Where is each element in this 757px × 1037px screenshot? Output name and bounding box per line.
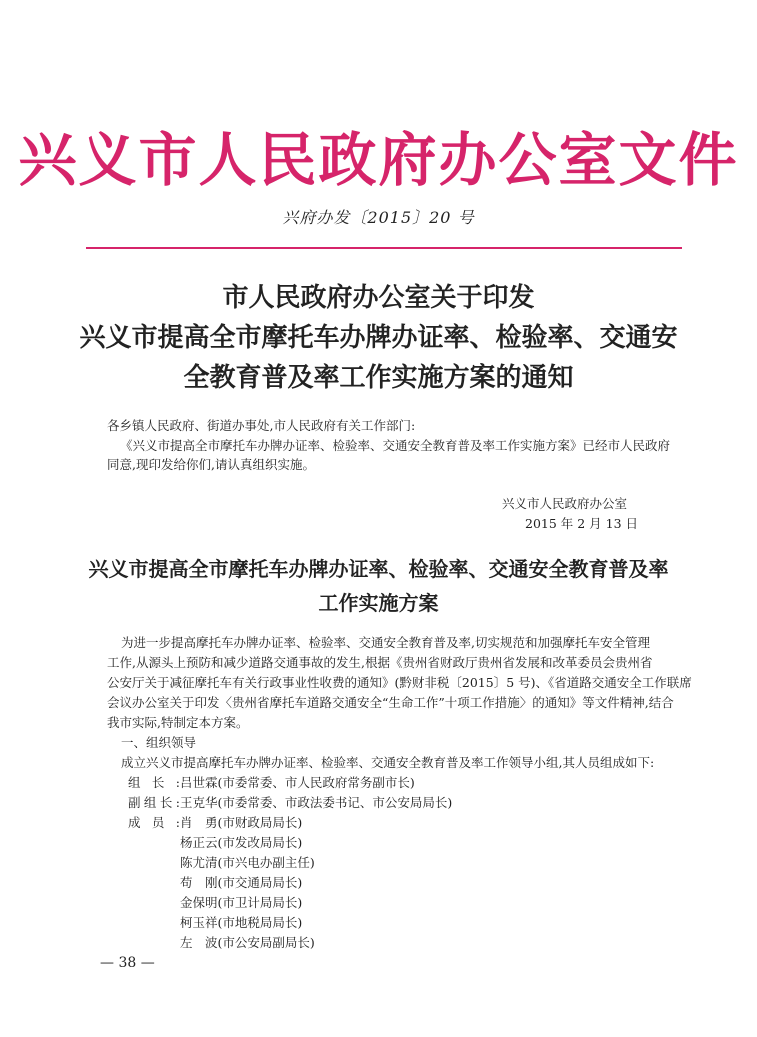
member-entry: 肖 勇(市财政局局长) [180,815,303,830]
notice-title-line: 全教育普及率工作实施方案的通知 [183,363,574,393]
plan-intro-line: 工作,从源头上预防和减少道路交通事故的发生,根据《贵州省财政厅贵州省发展和改革委员会贵州省 [107,655,653,670]
notice-title-line: 市人民政府办公室关于印发 [222,283,535,313]
notice-date: 2015 年 2 月 13 日 [525,516,639,531]
deputy-leader-name: 王克华(市委常委、市政法委书记、市公安局局长) [180,795,453,810]
member-entry: 苟 刚(市交通局局长) [180,875,303,890]
notice-body-line: 同意,现印发给你们,请认真组织实施。 [107,457,315,472]
plan-intro-line: 会议办公室关于印发〈贵州省摩托车道路交通安全“生命工作”十项工作措施〉的通知》等文件精神,结合 [107,695,674,710]
plan-intro-line: 我市实际,特制定本方案。 [107,715,249,730]
plan-title-line: 兴义市提高全市摩托车办牌办证率、检验率、交通安全教育普及率 [88,557,669,581]
member-entry: 柯玉祥(市地税局局长) [180,915,303,930]
plan-title [40,552,717,620]
notice-salutation: 各乡镇人民政府、街道办事处,市人民政府有关工作部门: [107,418,416,433]
document-header-title: 兴义市人民政府办公室文件 [18,126,739,194]
member-entry: 左 波(市公安局副局长) [180,935,315,950]
leader-row [128,773,415,793]
deputy-leader-row [128,793,452,813]
notice-title [60,278,697,398]
plan-intro-line: 公安厅关于减征摩托车有关行政事业性收费的通知》(黔财非税〔2015〕5 号)、《省道路交通安全工作联席 [107,675,692,690]
red-divider-line [86,247,682,249]
member-entry: 陈尤清(市兴电办副主任) [180,855,315,870]
section-intro: 成立兴义市提高摩托车办牌办证率、检验率、交通安全教育普及率工作领导小组,其人员组成如下: [121,755,655,770]
notice-title-line: 兴义市提高全市摩托车办牌办证率、检验率、交通安 [79,323,678,353]
plan-body [107,633,692,773]
plan-title-line: 工作实施方案 [318,591,439,615]
plan-intro-line: 为进一步提高摩托车办牌办证率、检验率、交通安全教育普及率,切实规范和加强摩托车安全管理 [121,635,650,650]
notice-issuer: 兴义市人民政府办公室 [502,496,628,511]
role-label-members: 成员: [128,815,180,830]
members-row [128,813,302,833]
leader-name: 吕世霖(市委常委、市人民政府常务副市长) [180,775,415,790]
role-label-deputy: 副组长: [128,795,180,810]
notice-body-line: 《兴义市提高全市摩托车办牌办证率、检验率、交通安全教育普及率工作实施方案》已经市人民政府 [120,438,671,453]
page-number: — 38 — [100,955,155,971]
member-entry: 金保明(市卫计局局长) [180,895,303,910]
role-label-leader: 组长: [128,775,180,790]
member-entry: 杨正云(市发改局局长) [180,835,303,850]
section-heading: 一、组织领导 [121,735,197,750]
document-number: 兴府办发〔2015〕20 号 [282,208,475,227]
